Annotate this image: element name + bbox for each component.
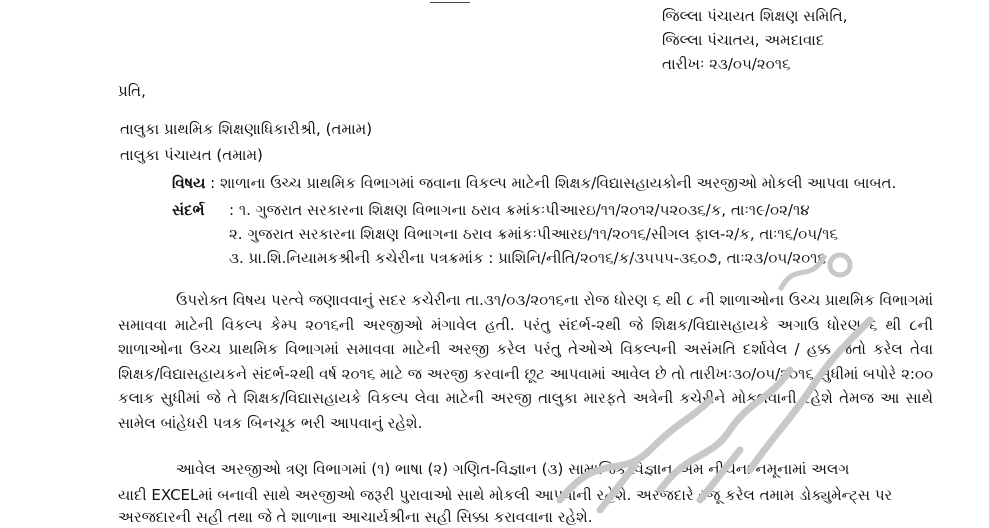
recipient-line-2: તાલુકા પંચાયત (તમામ) — [120, 146, 263, 164]
recipient-line-1: તાલુકા પ્રાથમિક શિક્ષણાધિકારીશ્રી, (તમામ) — [120, 120, 373, 138]
recipient-block — [120, 116, 372, 168]
office-address-block — [662, 4, 848, 76]
body-paragraph-2 — [118, 456, 933, 508]
paragraph-2-line-3-cut: અરજદારની સહી તથા જે તે શાળાના આચાર્યશ્રીના સહી સિક્કા કરાવવાના રહેશે. — [118, 508, 593, 526]
office-line-2: જિલ્લા પંચાતય, અમદાવાદ — [662, 31, 825, 49]
letter-date: તારીખઃ ૨૩/૦૫/૨૦૧૬ — [662, 55, 791, 73]
paragraph-1-text: ઉપરોક્ત વિષય પરત્વે જણાવવાનું સદર કચેરીના તા.૩૧/૦૩/૨૦૧૬ના રોજ ધોરણ ૬ થી ૮ ની શાળાઓના ઉચ્ચ પ્રાથમિક વિભાગમાં સમાવવા માટેની વિકલ્પ કેમ્પ ૨૦૧૬ની અરજીઓ મંગાવેલ હતી. પરંતુ સંદર્ભ-૨થી જે શિક્ષક/વિદ્યાસહાયકે અગાઉ ધોરણ ૬ થી ૮ની શાળાઓના ઉચ્ચ પ્રાથમિક વિભાગમાં સમાવવા માટેની અરજી કરેલ પરંતુ તેઓએ વિકલ્પની અસંમતિ દર્શાવેલ / હક્ક જતો કરેલ તેવા શિક્ષક/વિદ્યાસહાયકને સંદર્ભ-૨થી વર્ષ ૨૦૧૬ માટે જ અરજી કરવાની છૂટ આપવામાં આવેલ છે તો તારીખઃ૩૦/૦૫/૨૦૧૬ સુધીમાં બપોરે ૨:૦૦ કલાક સુધીમાં જે તે શિક્ષક/વિદ્યાસહાયકે વિકલ્પ લેવા માટેની અરજી તાલુકા મારફતે અત્રેની કચેરીને મોકલવાની રહેશે તેમજ આ સાથે સામેલ બાંહેધરી પત્રક બિનચૂક ભરી આપવાનું રહેશે. — [118, 291, 933, 432]
paragraph-2-line-2: યાદી EXCELમાં બનાવી સાથે અરજીઓ જરૂરી પુરાવાઓ સાથે મોકલી આપવાની રહેશે. અરજદારે રજૂ કરેલ તમામ ડોક્યુમેન્ટ્સ પર — [118, 486, 893, 504]
subject-text: : શાળાના ઉચ્ચ પ્રાથમિક વિભાગમાં જવાના વિકલ્પ માટેની શિક્ષક/વિદ્યાસહાયકોની અરજીઓ મોકલી આપવા બાબત. — [205, 174, 897, 192]
subject-label: વિષય — [172, 174, 206, 192]
reference-label: સંદર્ભ — [172, 201, 205, 219]
reference-row — [172, 198, 838, 222]
reference-item-3: ૩. પ્રા.શિ.નિયામકશ્રીની કચેરીના પત્રક્રમાંક : પ્રાશિનિ/નીતિ/૨૦૧૬/ક/૩૫૫૫-૩૬૦૭, તાઃ૨૩/૦૫/૨૦૧૬ — [229, 249, 826, 267]
reference-item-2: ૨. ગુજરાત સરકારના શિક્ષણ વિભાગના ઠરાવ ક્રમાંકઃપીઆરઇ/૧૧/૨૦૧૬/સીગલ ફાલ-૨/ક, તાઃ૧૬/૦૫/૧૬ — [229, 225, 838, 243]
subject-line — [172, 174, 896, 192]
salutation: પ્રતિ, — [118, 82, 146, 100]
paragraph-2-line-1: આવેલ અરજીઓ ત્રણ વિભાગમાં (૧) ભાષા (૨) ગણિત-વિજ્ઞાન (૩) સામાજિક વિજ્ઞાન એમ નીચેના નમૂનામાં અલગ — [176, 460, 850, 478]
header-rule — [430, 0, 470, 3]
office-line-1: જિલ્લા પંચાયત શિક્ષણ સમિતિ, — [662, 7, 848, 25]
reference-item-1: : ૧. ગુજરાત સરકારના શિક્ષણ વિભાગના ઠરાવ ક્રમાંકઃપીઆરઇ/૧૧/૨૦૧૨/૫૨૦૩૬/ક, તાઃ૧૯/૦૨/૧૪ — [229, 201, 810, 219]
reference-block — [172, 198, 838, 270]
body-paragraph-1 — [118, 288, 933, 435]
